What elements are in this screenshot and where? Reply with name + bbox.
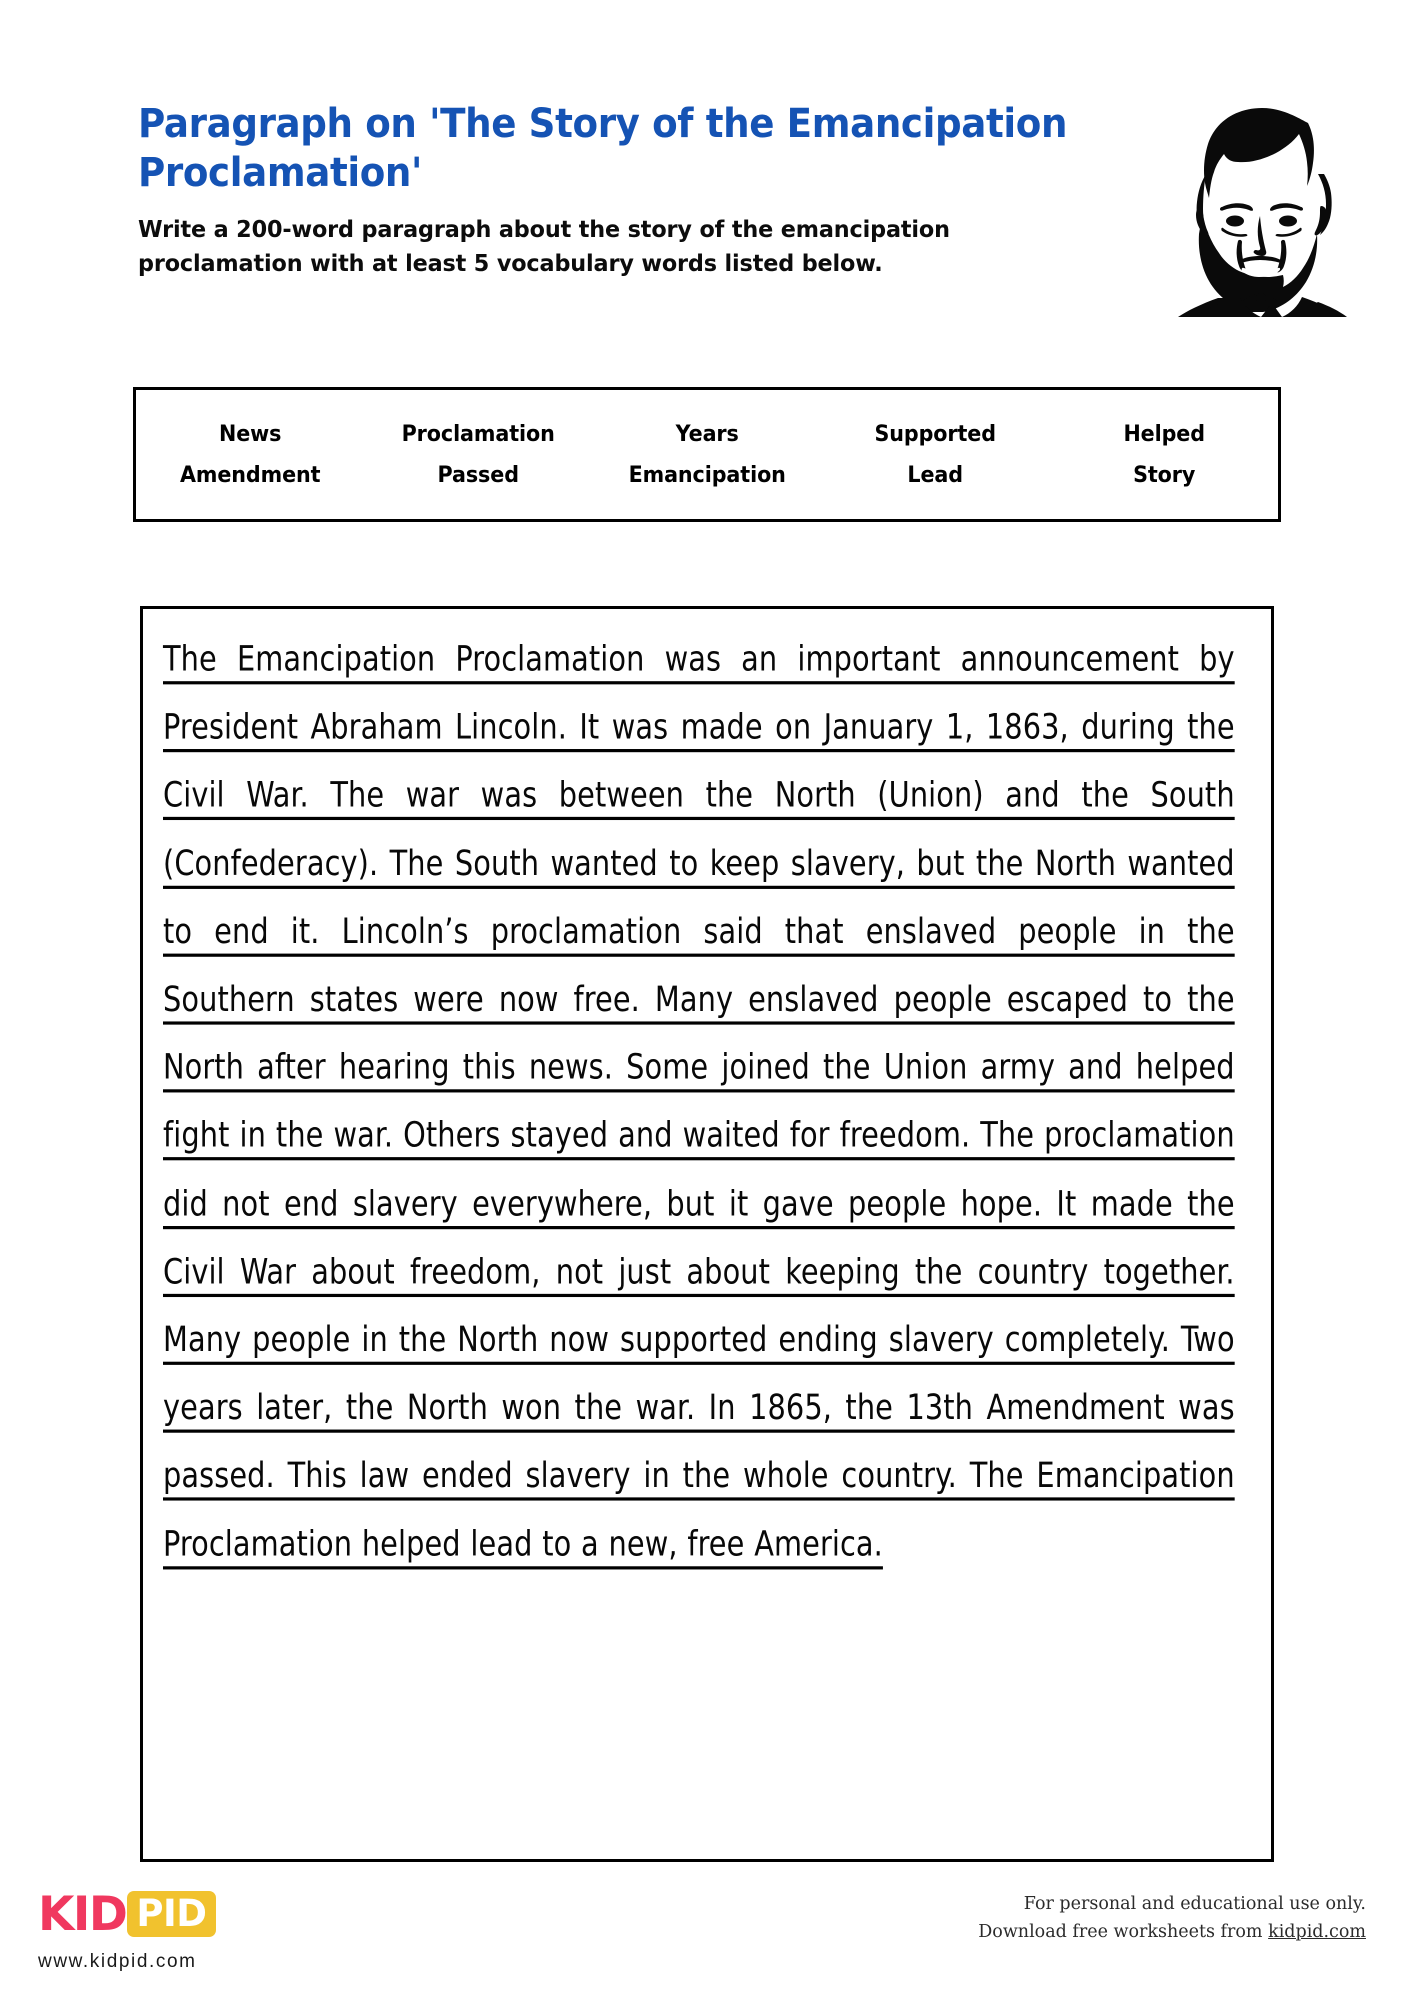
abraham-lincoln-portrait-icon (1166, 102, 1356, 317)
vocabulary-word: Amendment (179, 462, 321, 488)
answer-paragraph-text: The Emancipation Proclamation was an important announcement by President Abraham Lincoln. It was made on January 1, 1863, during the Civil War. The war was between the North (Union) and the South (Confederacy). The South wanted to keep slavery, but the North wanted to end it. Lincoln’s proclamation said that enslaved people in the Southern states were now free. Many enslaved people escaped to the North after hearing this news. Some joined the Union army and helped fight in the war. Others stayed and waited for freedom. The proclamation did not end slavery everywhere, but it gave people hope. It made the Civil War about freedom, not just about keeping the country together. Many people in the North now supported ending slavery completely. Two years later, the North won the war. In 1865, the 13th Amendment was passed. This law ended slavery in the whole country. The Emancipation Proclamation helped lead to a new, free America. (163, 638, 1235, 1564)
answer-paragraph-box[interactable] (140, 606, 1274, 1862)
vocabulary-word: Proclamation (402, 421, 556, 447)
page-title: Paragraph on 'The Story of the Emancipation Proclamation' (138, 101, 1068, 196)
vocabulary-word: Supported (874, 421, 997, 447)
worksheet-footer (0, 1882, 1414, 2000)
logo-website-url: www.kidpid.com (38, 1951, 197, 1972)
vocabulary-word: Years (675, 421, 739, 447)
vocabulary-word-bank (133, 387, 1281, 522)
vocabulary-word: News (219, 421, 282, 447)
logo-text-pid: PID (127, 1891, 215, 1937)
kidpid-link[interactable]: kidpid.com (1268, 1922, 1366, 1943)
kidpid-logo[interactable] (38, 1886, 216, 1973)
vocabulary-word: Lead (907, 462, 964, 488)
footer-usage-note (978, 1890, 1366, 1947)
vocabulary-word: Passed (437, 462, 520, 488)
vocabulary-word: Emancipation (628, 462, 786, 488)
vocabulary-word: Helped (1123, 421, 1205, 447)
vocabulary-row-1 (136, 422, 1278, 447)
footer-note-prefix: Download free worksheets from (978, 1922, 1269, 1943)
footer-note-line-1: For personal and educational use only. (1023, 1894, 1366, 1914)
instruction-text: Write a 200-word paragraph about the story of the emancipation proclamation with at least 5 vocabulary words listed below. (138, 214, 950, 278)
vocabulary-row-2 (136, 463, 1278, 488)
vocabulary-word: Story (1132, 462, 1195, 488)
worksheet-header (138, 100, 1278, 315)
footer-note-line-2 (978, 1918, 1366, 1946)
kidpid-logo-mark (38, 1886, 216, 1942)
header-text-block (138, 100, 1148, 281)
logo-text-kid: KID (38, 1886, 127, 1942)
